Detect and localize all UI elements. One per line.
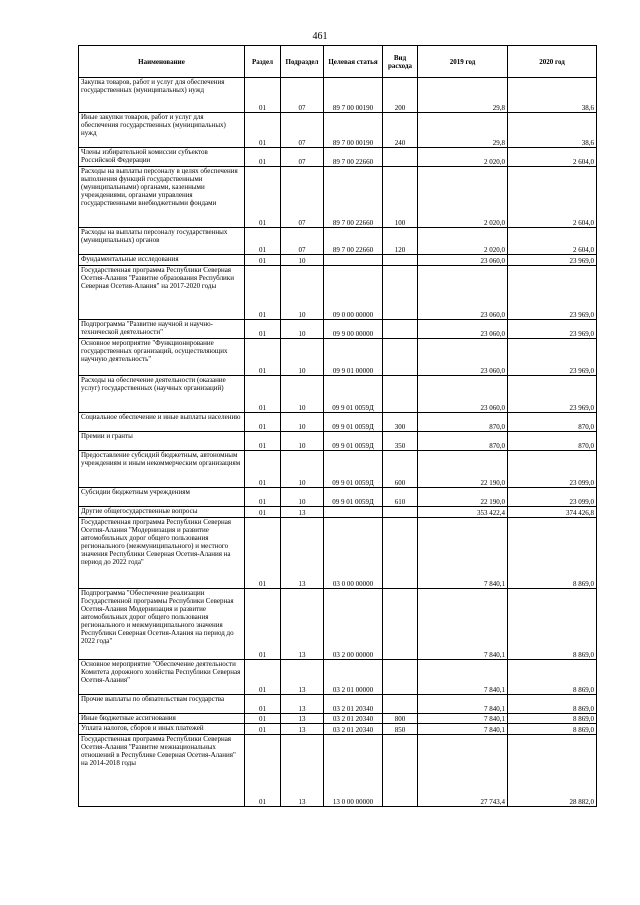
cell-y2020: 8 869,0 — [508, 589, 597, 660]
cell-podrazdel: 10 — [281, 320, 324, 339]
cell-vid: 200 — [383, 78, 418, 113]
cell-vid — [383, 518, 418, 589]
cell-vid — [383, 735, 418, 807]
cell-podrazdel: 10 — [281, 432, 324, 451]
table-row — [79, 714, 597, 724]
table-row — [79, 320, 597, 339]
cell-y2020: 2 604,0 — [508, 228, 597, 255]
cell-razdel: 01 — [245, 255, 281, 266]
cell-y2019: 23 060,0 — [418, 255, 508, 266]
table-row — [79, 376, 597, 413]
cell-name: Прочие выплаты по обязательствам государства — [79, 695, 245, 714]
table-row — [79, 339, 597, 376]
cell-name: Социальное обеспечение и иные выплаты населению — [79, 413, 245, 432]
cell-name: Уплата налогов, сборов и иных платежей — [79, 724, 245, 735]
header-y2020: 2020 год — [508, 46, 597, 78]
cell-y2020: 38,6 — [508, 113, 597, 148]
cell-razdel: 01 — [245, 451, 281, 488]
header-y2019: 2019 год — [418, 46, 508, 78]
cell-razdel: 01 — [245, 376, 281, 413]
table-row — [79, 735, 597, 807]
cell-podrazdel: 13 — [281, 507, 324, 518]
cell-podrazdel: 07 — [281, 148, 324, 167]
cell-podrazdel: 07 — [281, 113, 324, 148]
cell-target — [324, 255, 383, 266]
header-podrazdel: Подраздел — [281, 46, 324, 78]
cell-y2020: 23 969,0 — [508, 320, 597, 339]
table-row — [79, 518, 597, 589]
cell-target: 03 0 00 00000 — [324, 518, 383, 589]
cell-target: 09 9 01 0059Д — [324, 451, 383, 488]
cell-name: Иные закупки товаров, работ и услуг для обеспечения государственных (муниципальных) нужд — [79, 113, 245, 148]
cell-y2019: 2 020,0 — [418, 167, 508, 228]
header-row — [79, 46, 597, 78]
cell-y2020: 8 869,0 — [508, 695, 597, 714]
cell-target: 09 9 00 00000 — [324, 320, 383, 339]
table-row — [79, 266, 597, 320]
cell-razdel: 01 — [245, 518, 281, 589]
cell-target: 89 7 00 00190 — [324, 113, 383, 148]
cell-name: Подпрограмма "Обеспечение реализации Государственной программы Республики Северная Осетия-Алания Модернизация и развитие автомобильных дорог общего пользования регионального и межмуниципального значения Республики Северная Осетия-Алания на период до 2022 года" — [79, 589, 245, 660]
cell-razdel: 01 — [245, 507, 281, 518]
cell-name: Премии и гранты — [79, 432, 245, 451]
budget-table — [78, 45, 597, 807]
cell-razdel: 01 — [245, 266, 281, 320]
cell-y2020: 23 969,0 — [508, 376, 597, 413]
cell-y2019: 29,8 — [418, 113, 508, 148]
cell-vid: 600 — [383, 451, 418, 488]
table-row — [79, 413, 597, 432]
table-row — [79, 432, 597, 451]
cell-podrazdel: 13 — [281, 695, 324, 714]
table-row — [79, 451, 597, 488]
table-row — [79, 488, 597, 507]
cell-razdel: 01 — [245, 660, 281, 695]
table-row — [79, 695, 597, 714]
cell-y2020: 8 869,0 — [508, 660, 597, 695]
cell-y2020: 870,0 — [508, 432, 597, 451]
cell-razdel: 01 — [245, 432, 281, 451]
cell-target: 09 9 01 0059Д — [324, 376, 383, 413]
cell-name: Подпрограмма "Развитие научной и научно-технической деятельности" — [79, 320, 245, 339]
cell-y2020: 23 969,0 — [508, 255, 597, 266]
cell-y2020: 28 882,0 — [508, 735, 597, 807]
cell-name: Расходы на выплаты персоналу государственных (муниципальных) органов — [79, 228, 245, 255]
cell-podrazdel: 10 — [281, 255, 324, 266]
cell-target: 03 2 01 20340 — [324, 695, 383, 714]
cell-y2019: 7 840,1 — [418, 714, 508, 724]
cell-y2020: 23 969,0 — [508, 266, 597, 320]
cell-vid — [383, 320, 418, 339]
cell-y2019: 23 060,0 — [418, 339, 508, 376]
cell-y2019: 7 840,1 — [418, 695, 508, 714]
cell-y2019: 2 020,0 — [418, 228, 508, 255]
cell-vid: 300 — [383, 413, 418, 432]
cell-vid: 240 — [383, 113, 418, 148]
cell-vid — [383, 148, 418, 167]
cell-y2020: 23 969,0 — [508, 339, 597, 376]
cell-podrazdel: 13 — [281, 589, 324, 660]
cell-vid: 350 — [383, 432, 418, 451]
cell-target: 09 0 00 00000 — [324, 266, 383, 320]
cell-name: Другие общегосударственные вопросы — [79, 507, 245, 518]
header-target: Целевая статья — [324, 46, 383, 78]
cell-razdel: 01 — [245, 413, 281, 432]
cell-y2020: 23 099,0 — [508, 488, 597, 507]
cell-razdel: 01 — [245, 488, 281, 507]
table-row — [79, 148, 597, 167]
cell-y2020: 8 869,0 — [508, 724, 597, 735]
cell-podrazdel: 10 — [281, 488, 324, 507]
cell-y2020: 2 604,0 — [508, 148, 597, 167]
cell-name: Государственная программа Республики Северная Осетия-Алания "Развитие образования Республики Северная Осетия-Алания" на 2017-2020 годы — [79, 266, 245, 320]
cell-target: 03 2 01 20340 — [324, 724, 383, 735]
cell-name: Субсидии бюджетным учреждениям — [79, 488, 245, 507]
cell-y2020: 374 426,8 — [508, 507, 597, 518]
header-name: Наименование — [79, 46, 245, 78]
cell-vid — [383, 507, 418, 518]
header-razdel: Раздел — [245, 46, 281, 78]
table-row — [79, 255, 597, 266]
cell-name: Закупка товаров, работ и услуг для обеспечения государственных (муниципальных) нужд — [79, 78, 245, 113]
cell-name: Государственная программа Республики Северная Осетия-Алания "Модернизация и развитие автомобильных дорог общего пользования регионального (межмуниципального) и местного значения Республики Северная Осетия-Алания на период до 2022 года" — [79, 518, 245, 589]
cell-vid — [383, 339, 418, 376]
table-row — [79, 167, 597, 228]
cell-podrazdel: 07 — [281, 78, 324, 113]
cell-podrazdel: 13 — [281, 660, 324, 695]
cell-y2020: 23 099,0 — [508, 451, 597, 488]
cell-razdel: 01 — [245, 589, 281, 660]
cell-target: 89 7 00 22660 — [324, 167, 383, 228]
cell-y2019: 22 190,0 — [418, 451, 508, 488]
cell-y2019: 7 840,1 — [418, 660, 508, 695]
cell-y2020: 2 604,0 — [508, 167, 597, 228]
cell-target: 89 7 00 22660 — [324, 148, 383, 167]
cell-razdel: 01 — [245, 167, 281, 228]
page-number: 461 — [312, 31, 328, 42]
cell-y2019: 22 190,0 — [418, 488, 508, 507]
cell-razdel: 01 — [245, 228, 281, 255]
cell-y2019: 29,8 — [418, 78, 508, 113]
cell-y2019: 27 743,4 — [418, 735, 508, 807]
cell-podrazdel: 13 — [281, 518, 324, 589]
cell-name: Государственная программа Республики Северная Осетия-Алания "Развитие межнациональных отношений в Республике Северная Осетия-Алания" на 2014-2018 годы — [79, 735, 245, 807]
cell-target: 09 9 01 0059Д — [324, 488, 383, 507]
cell-podrazdel: 13 — [281, 724, 324, 735]
cell-y2019: 7 840,1 — [418, 589, 508, 660]
cell-podrazdel: 10 — [281, 339, 324, 376]
table-row — [79, 507, 597, 518]
cell-target: 03 2 00 00000 — [324, 589, 383, 660]
cell-name: Расходы на обеспечение деятельности (оказание услуг) государственных (научных организаций) — [79, 376, 245, 413]
cell-name: Основное мероприятие "Обеспечение деятельности Комитета дорожного хозяйства Республики Северная Осетия-Алания" — [79, 660, 245, 695]
cell-vid — [383, 695, 418, 714]
cell-podrazdel: 07 — [281, 228, 324, 255]
cell-vid: 850 — [383, 724, 418, 735]
cell-y2020: 8 869,0 — [508, 714, 597, 724]
table-row — [79, 589, 597, 660]
cell-target: 89 7 00 22660 — [324, 228, 383, 255]
cell-y2019: 353 422,4 — [418, 507, 508, 518]
table-row — [79, 724, 597, 735]
cell-y2020: 8 869,0 — [508, 518, 597, 589]
table-row — [79, 228, 597, 255]
cell-y2020: 870,0 — [508, 413, 597, 432]
cell-y2019: 870,0 — [418, 432, 508, 451]
cell-vid — [383, 376, 418, 413]
cell-podrazdel: 13 — [281, 714, 324, 724]
cell-razdel: 01 — [245, 113, 281, 148]
cell-target: 09 9 01 0059Д — [324, 432, 383, 451]
cell-razdel: 01 — [245, 320, 281, 339]
cell-y2019: 2 020,0 — [418, 148, 508, 167]
cell-razdel: 01 — [245, 339, 281, 376]
cell-name: Основное мероприятие "Функционирование государственных организаций, осуществляющих научную деятельность" — [79, 339, 245, 376]
cell-podrazdel: 07 — [281, 167, 324, 228]
cell-vid: 100 — [383, 167, 418, 228]
cell-razdel: 01 — [245, 724, 281, 735]
cell-podrazdel: 10 — [281, 413, 324, 432]
cell-vid: 120 — [383, 228, 418, 255]
cell-podrazdel: 10 — [281, 266, 324, 320]
cell-target: 13 0 00 00000 — [324, 735, 383, 807]
cell-name: Предоставление субсидий бюджетным, автономным учреждениям и иным некоммерческим организациям — [79, 451, 245, 488]
cell-name: Фундаментальные исследования — [79, 255, 245, 266]
cell-vid: 800 — [383, 714, 418, 724]
cell-target: 09 9 01 0059Д — [324, 413, 383, 432]
cell-name: Расходы на выплаты персоналу в целях обеспечения выполнения функций государственными (муниципальными) органами, казенными учреждениями, органами управления государственными внебюджетными фондами — [79, 167, 245, 228]
cell-razdel: 01 — [245, 714, 281, 724]
cell-podrazdel: 13 — [281, 735, 324, 807]
cell-target: 03 2 01 20340 — [324, 714, 383, 724]
table-row — [79, 78, 597, 113]
cell-vid — [383, 660, 418, 695]
cell-y2019: 7 840,1 — [418, 724, 508, 735]
cell-razdel: 01 — [245, 695, 281, 714]
table-row — [79, 660, 597, 695]
cell-target: 03 2 01 00000 — [324, 660, 383, 695]
cell-name: Иные бюджетные ассигнования — [79, 714, 245, 724]
cell-razdel: 01 — [245, 735, 281, 807]
cell-vid: 610 — [383, 488, 418, 507]
cell-y2019: 23 060,0 — [418, 266, 508, 320]
cell-podrazdel: 10 — [281, 376, 324, 413]
cell-name: Члены избирательной комиссии субъектов Российской Федерации — [79, 148, 245, 167]
cell-vid — [383, 255, 418, 266]
cell-podrazdel: 10 — [281, 451, 324, 488]
cell-target — [324, 507, 383, 518]
cell-razdel: 01 — [245, 148, 281, 167]
cell-y2019: 7 840,1 — [418, 518, 508, 589]
cell-target: 89 7 00 00190 — [324, 78, 383, 113]
header-vid: Вид расхода — [383, 46, 418, 78]
cell-vid — [383, 266, 418, 320]
cell-y2019: 23 060,0 — [418, 376, 508, 413]
table-row — [79, 113, 597, 148]
cell-y2019: 23 060,0 — [418, 320, 508, 339]
cell-y2020: 38,6 — [508, 78, 597, 113]
cell-y2019: 870,0 — [418, 413, 508, 432]
cell-target: 09 9 01 00000 — [324, 339, 383, 376]
cell-razdel: 01 — [245, 78, 281, 113]
cell-vid — [383, 589, 418, 660]
